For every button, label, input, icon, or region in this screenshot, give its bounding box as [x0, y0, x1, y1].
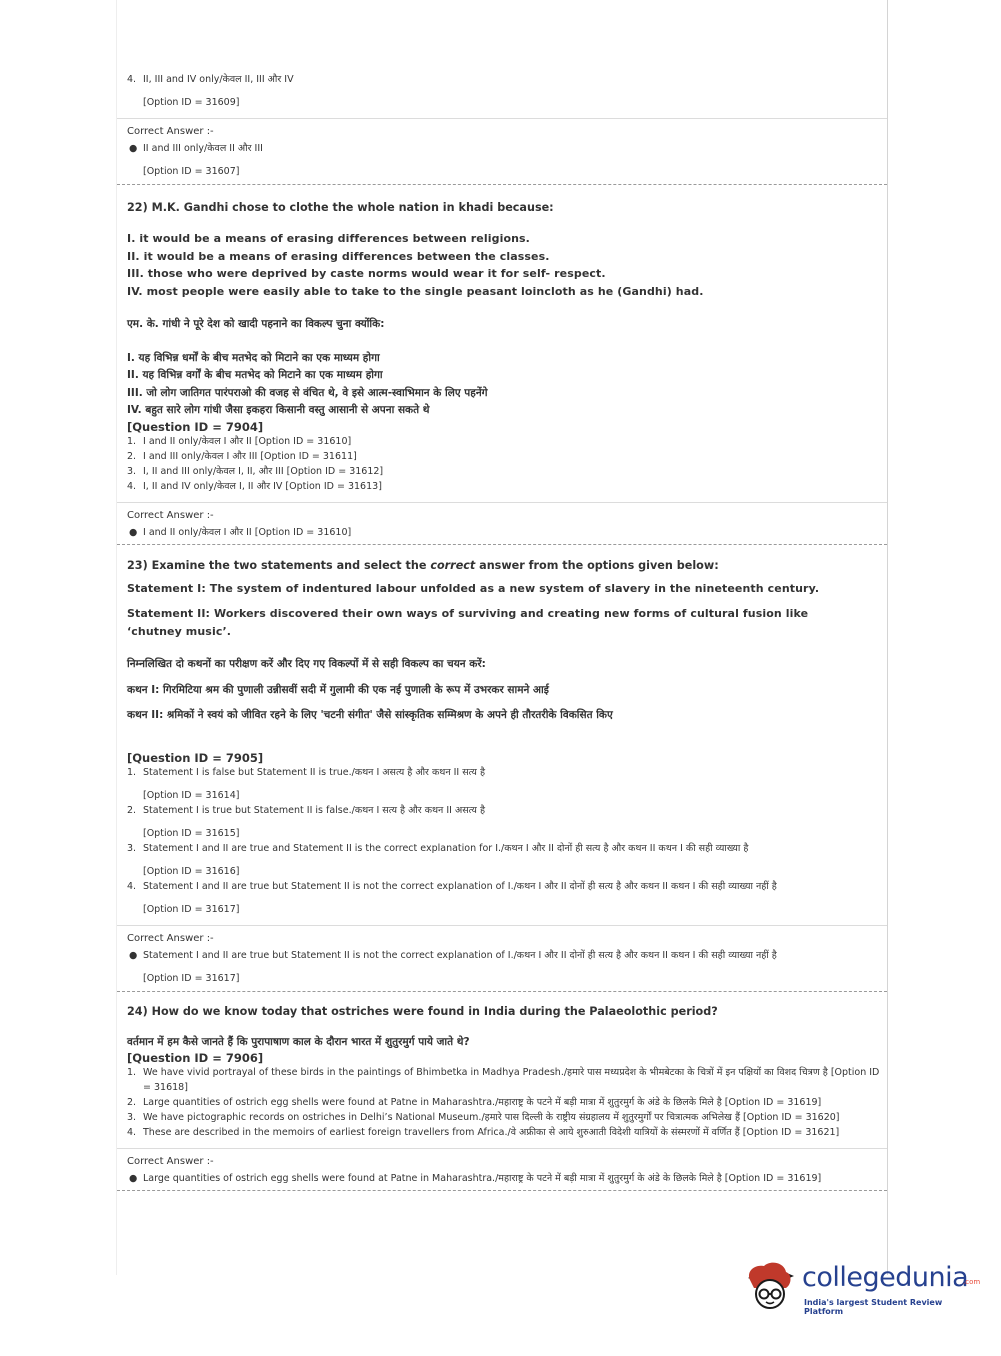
correct-answer: ● II and III only/केवल II और III	[129, 143, 263, 154]
option-item: 2. I and III only/केवल I और III [Option ID = 31611]	[127, 450, 357, 462]
correct-answer-label: Correct Answer :-	[127, 932, 214, 944]
option-item: 2. Statement I is true but Statement II is false./कथन I सत्य है और कथन II असत्य है	[127, 804, 485, 816]
option-text: II, III and IV only/केवल II, III और IV	[143, 74, 294, 85]
student-mascot-icon	[740, 1258, 800, 1314]
option-item: 3. I, II and III only/केवल I, II, और III [Option ID = 31612]	[127, 465, 384, 477]
logo-domain: .com	[963, 1278, 981, 1286]
option-id: [Option ID = 31609]	[143, 97, 240, 108]
option-item: 4. I, II and IV only/केवल I, II और IV [Option ID = 31613]	[127, 480, 382, 492]
statement-line: III. those who were deprived by caste norms would wear it for self- respect.	[127, 267, 606, 280]
hindi-statement-1: कथन I: गिरमिटिया श्रम की पुणाली उन्नीसवीं सदी में गुलामी की एक नई पुणाली के रूप में उभरकर सामने आई	[127, 683, 549, 696]
option-item: 1. I and II only/केवल I और II [Option ID = 31610]	[127, 435, 352, 447]
option-item: 1. Statement I is false but Statement II is true./कथन I असत्य है और कथन II सत्य है	[127, 766, 485, 778]
option-item: 1. We have vivid portrayal of these birds in the paintings of Bhimbetka in Madhya Pradesh./हमारे पास मध्यप्रदेश के भीमबेटका के चित्रों में इन पक्षियों का विशद चित्रण है [Option ID = 31618]	[127, 1067, 880, 1093]
correct-answer-label: Correct Answer :-	[127, 126, 214, 137]
correct-answer-block	[117, 926, 887, 986]
correct-answer: ● Statement I and II are true but Statement II is not the correct explanation of I./कथन I और II दोनों ही सत्य है और कथन II कथन I की सही व्याख्या नहीं है	[129, 949, 777, 961]
exam-page	[116, 0, 888, 1275]
question-title: 24) How do we know today that ostriches were found in India during the Palaeolothic period?	[127, 1004, 718, 1018]
statement-1: Statement I: The system of indentured labour unfolded as a new system of slavery in the nineteenth century.	[127, 581, 820, 595]
question-id: [Question ID = 7906]	[127, 1051, 264, 1065]
statement-line: II. it would be a means of erasing differences between the classes.	[127, 249, 550, 263]
hindi-statement-line: IV. बहुत सारे लोग गांधी जैसा इकहरा किसानी वस्तु आसानी से अपना सकते थे	[127, 404, 430, 416]
option-item: 4. Statement I and II are true but Statement II is not the correct explanation of I./कथन I और II दोनों ही सत्य है और कथन II कथन I की सही व्याख्या नहीं है	[127, 880, 777, 892]
statement-line: IV. most people were easily able to take to the single peasant loincloth as he (Gandhi) had.	[127, 284, 704, 298]
question-id: [Question ID = 7905]	[127, 750, 264, 765]
option-id: [Option ID = 31615]	[143, 827, 240, 839]
statement-2: Statement II: Workers discovered their own ways of surviving and creating new forms of cultural fusion like ‘chutney music’.	[127, 607, 809, 638]
correct-answer-block	[117, 1149, 887, 1186]
hindi-statement-line: II. यह विभिन्न वर्गों के बीच मतभेद को मिटाने का एक माध्यम होगा	[127, 369, 383, 381]
hindi-question-title: एम. के. गांधी ने पूरे देश को खादी पहनाने का विकल्प चुना क्योंकि:	[127, 318, 385, 330]
hindi-statement-line: III. जो लोग जातिगत पारंपराओ की वजह से वंचित थे, वे इसे आत्म-स्वाभिमान के लिए पहनेंगे	[127, 386, 488, 399]
question-22	[117, 185, 887, 494]
correct-answer-label: Correct Answer :-	[127, 509, 214, 521]
question-title: 22) M.K. Gandhi chose to clothe the whole nation in khadi because:	[127, 201, 554, 214]
question-23	[117, 545, 887, 917]
option-item: 3. Statement I and II are true and Statement II is the correct explanation for I./कथन I और II दोनों ही सत्य है और कथन II कथन I की सही व्याख्या है	[127, 842, 749, 854]
hindi-question-title: वर्तमान में हम कैसे जानते हैं कि पुरापाषाण काल के दौरान भारत में शुतुरमुर्ग पाये जाते थे?	[127, 1035, 470, 1048]
correct-answer-block	[117, 119, 887, 179]
option-item: 3. We have pictographic records on ostriches in Delhi’s National Museum./हमारे पास दिल्ली के राष्ट्रीय संग्रहालय में शुतुरमुर्गों पर चित्रात्मक अभिलेख हैं [Option ID = 31620]	[127, 1112, 840, 1123]
question-24	[117, 992, 887, 1141]
hindi-statement-2: कथन II: श्रमिकों ने स्वयं को जीवित रहने के लिए 'चटनी संगीत' जैसे सांस्कृतिक सम्मिश्रण के अपने ही तौरतरीके विकसित किए	[127, 709, 613, 721]
prev-question-tail	[117, 0, 887, 114]
logo-tagline: India's largest Student Review Platform	[804, 1298, 943, 1316]
hindi-statement-line: I. यह विभिन्न धर्मों के बीच मतभेद को मिटाने का एक माध्यम होगा	[127, 351, 380, 364]
correct-answer: ● Large quantities of ostrich egg shells were found at Patne in Maharashtra./महाराष्ट्र के पटने में बड़ी मात्रा में शुतुरमुर्ग के अंडे के छिलके मिले है [Option ID = 31619]	[129, 1173, 822, 1184]
option-item: 2. Large quantities of ostrich egg shells were found at Patne in Maharashtra./महाराष्ट्र के पटने में बड़ी मात्रा में शुतुरमुर्ग के अंडे के छिलके मिले है [Option ID = 31619]	[127, 1097, 822, 1108]
bullet-icon: ●	[129, 1173, 138, 1184]
correct-answer: ● I and II only/केवल I और II [Option ID = 31610]	[129, 526, 352, 538]
statement-line: I. it would be a means of erasing differences between religions.	[127, 232, 530, 245]
bullet-icon: ●	[129, 526, 138, 538]
correct-answer-block	[117, 503, 887, 540]
option-id: [Option ID = 31617]	[143, 972, 240, 984]
option-item: 4. These are described in the memoirs of earliest foreign travellers from Africa./वे अफ्रीका से आये शुरुआती विदेशी यात्रियों के संस्मरणों में वर्णित हैं [Option ID = 31621]	[127, 1127, 840, 1138]
option-id: [Option ID = 31617]	[143, 903, 240, 915]
bullet-icon: ●	[129, 949, 138, 961]
option-item: 4. II, III and IV only/केवल II, III और IV	[127, 74, 294, 85]
bullet-icon: ●	[129, 143, 138, 154]
collegedunia-logo[interactable]	[740, 1258, 980, 1318]
question-title: 23) Examine the two statements and select the correct answer from the options given below:	[127, 558, 719, 572]
question-id: [Question ID = 7904]	[127, 419, 264, 434]
hindi-question-title: निम्नलिखित दो कथनों का परीक्षण करें और दिए गए विकल्पों में से सही विकल्प का चयन करें:	[127, 658, 486, 670]
correct-answer-label: Correct Answer :-	[127, 1156, 214, 1167]
option-id: [Option ID = 31616]	[143, 865, 240, 877]
logo-wordmark: collegedunia	[802, 1262, 969, 1293]
option-id: [Option ID = 31614]	[143, 789, 240, 801]
option-id: [Option ID = 31607]	[143, 166, 240, 177]
